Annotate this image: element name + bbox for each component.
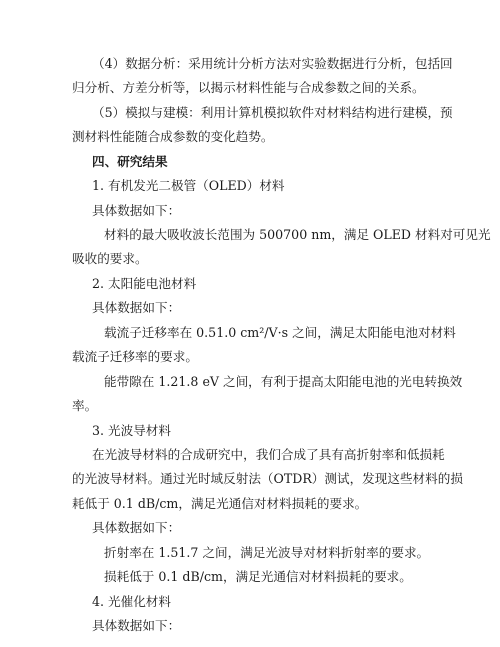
paragraph-line: 率。 [72, 398, 98, 413]
paragraph-line: 载流子迁移率的要求。 [72, 349, 198, 364]
paragraph-line: 载流子迁移率在 0.51.0 cm²/V·s 之间，满足太阳能电池对材料 [104, 325, 456, 340]
paragraph-line: 折射率在 1.51.7 之间，满足光波导对材料折射率的要求。 [104, 545, 430, 560]
subsection-heading: 3. 光波导材料 [92, 423, 171, 438]
paragraph-line: 耗低于 0.1 dB/cm，满足光通信对材料损耗的要求。 [72, 496, 368, 511]
paragraph-line: （5）模拟与建模：利用计算机模拟软件对材料结构进行建模，预 [92, 105, 453, 120]
section-heading: 四、研究结果 [92, 154, 168, 169]
subsection-heading: 4. 光催化材料 [92, 594, 171, 609]
paragraph-line: 测材料性能随合成参数的变化趋势。 [72, 129, 274, 144]
paragraph-line: 吸收的要求。 [72, 251, 148, 266]
paragraph-line: （4）数据分析：采用统计分析方法对实验数据进行分析，包括回 [92, 56, 453, 71]
subsection-heading: 1. 有机发光二极管（OLED）材料 [92, 178, 285, 193]
paragraph-line: 能带隙在 1.21.8 eV 之间，有利于提高太阳能电池的光电转换效 [104, 374, 463, 389]
paragraph-line: 具体数据如下： [92, 618, 181, 633]
subsection-heading: 2. 太阳能电池材料 [92, 276, 197, 291]
paragraph-line: 在光波导材料的合成研究中，我们合成了具有高折射率和低损耗 [92, 447, 445, 462]
paragraph-line: 损耗低于 0.1 dB/cm，满足光通信对材料损耗的要求。 [104, 569, 412, 584]
paragraph-line: 具体数据如下： [92, 203, 181, 218]
paragraph-line: 材料的最大吸收波长范围为 500700 nm，满足 OLED 材料对可见光 [104, 227, 491, 242]
paragraph-line: 的光波导材料。通过光时域反射法（OTDR）测试，发现这些材料的损 [72, 471, 463, 486]
paragraph-line: 具体数据如下： [92, 300, 181, 315]
paragraph-line: 具体数据如下： [92, 520, 181, 535]
paragraph-line: 归分析、方差分析等，以揭示材料性能与合成参数之间的关系。 [72, 80, 425, 95]
